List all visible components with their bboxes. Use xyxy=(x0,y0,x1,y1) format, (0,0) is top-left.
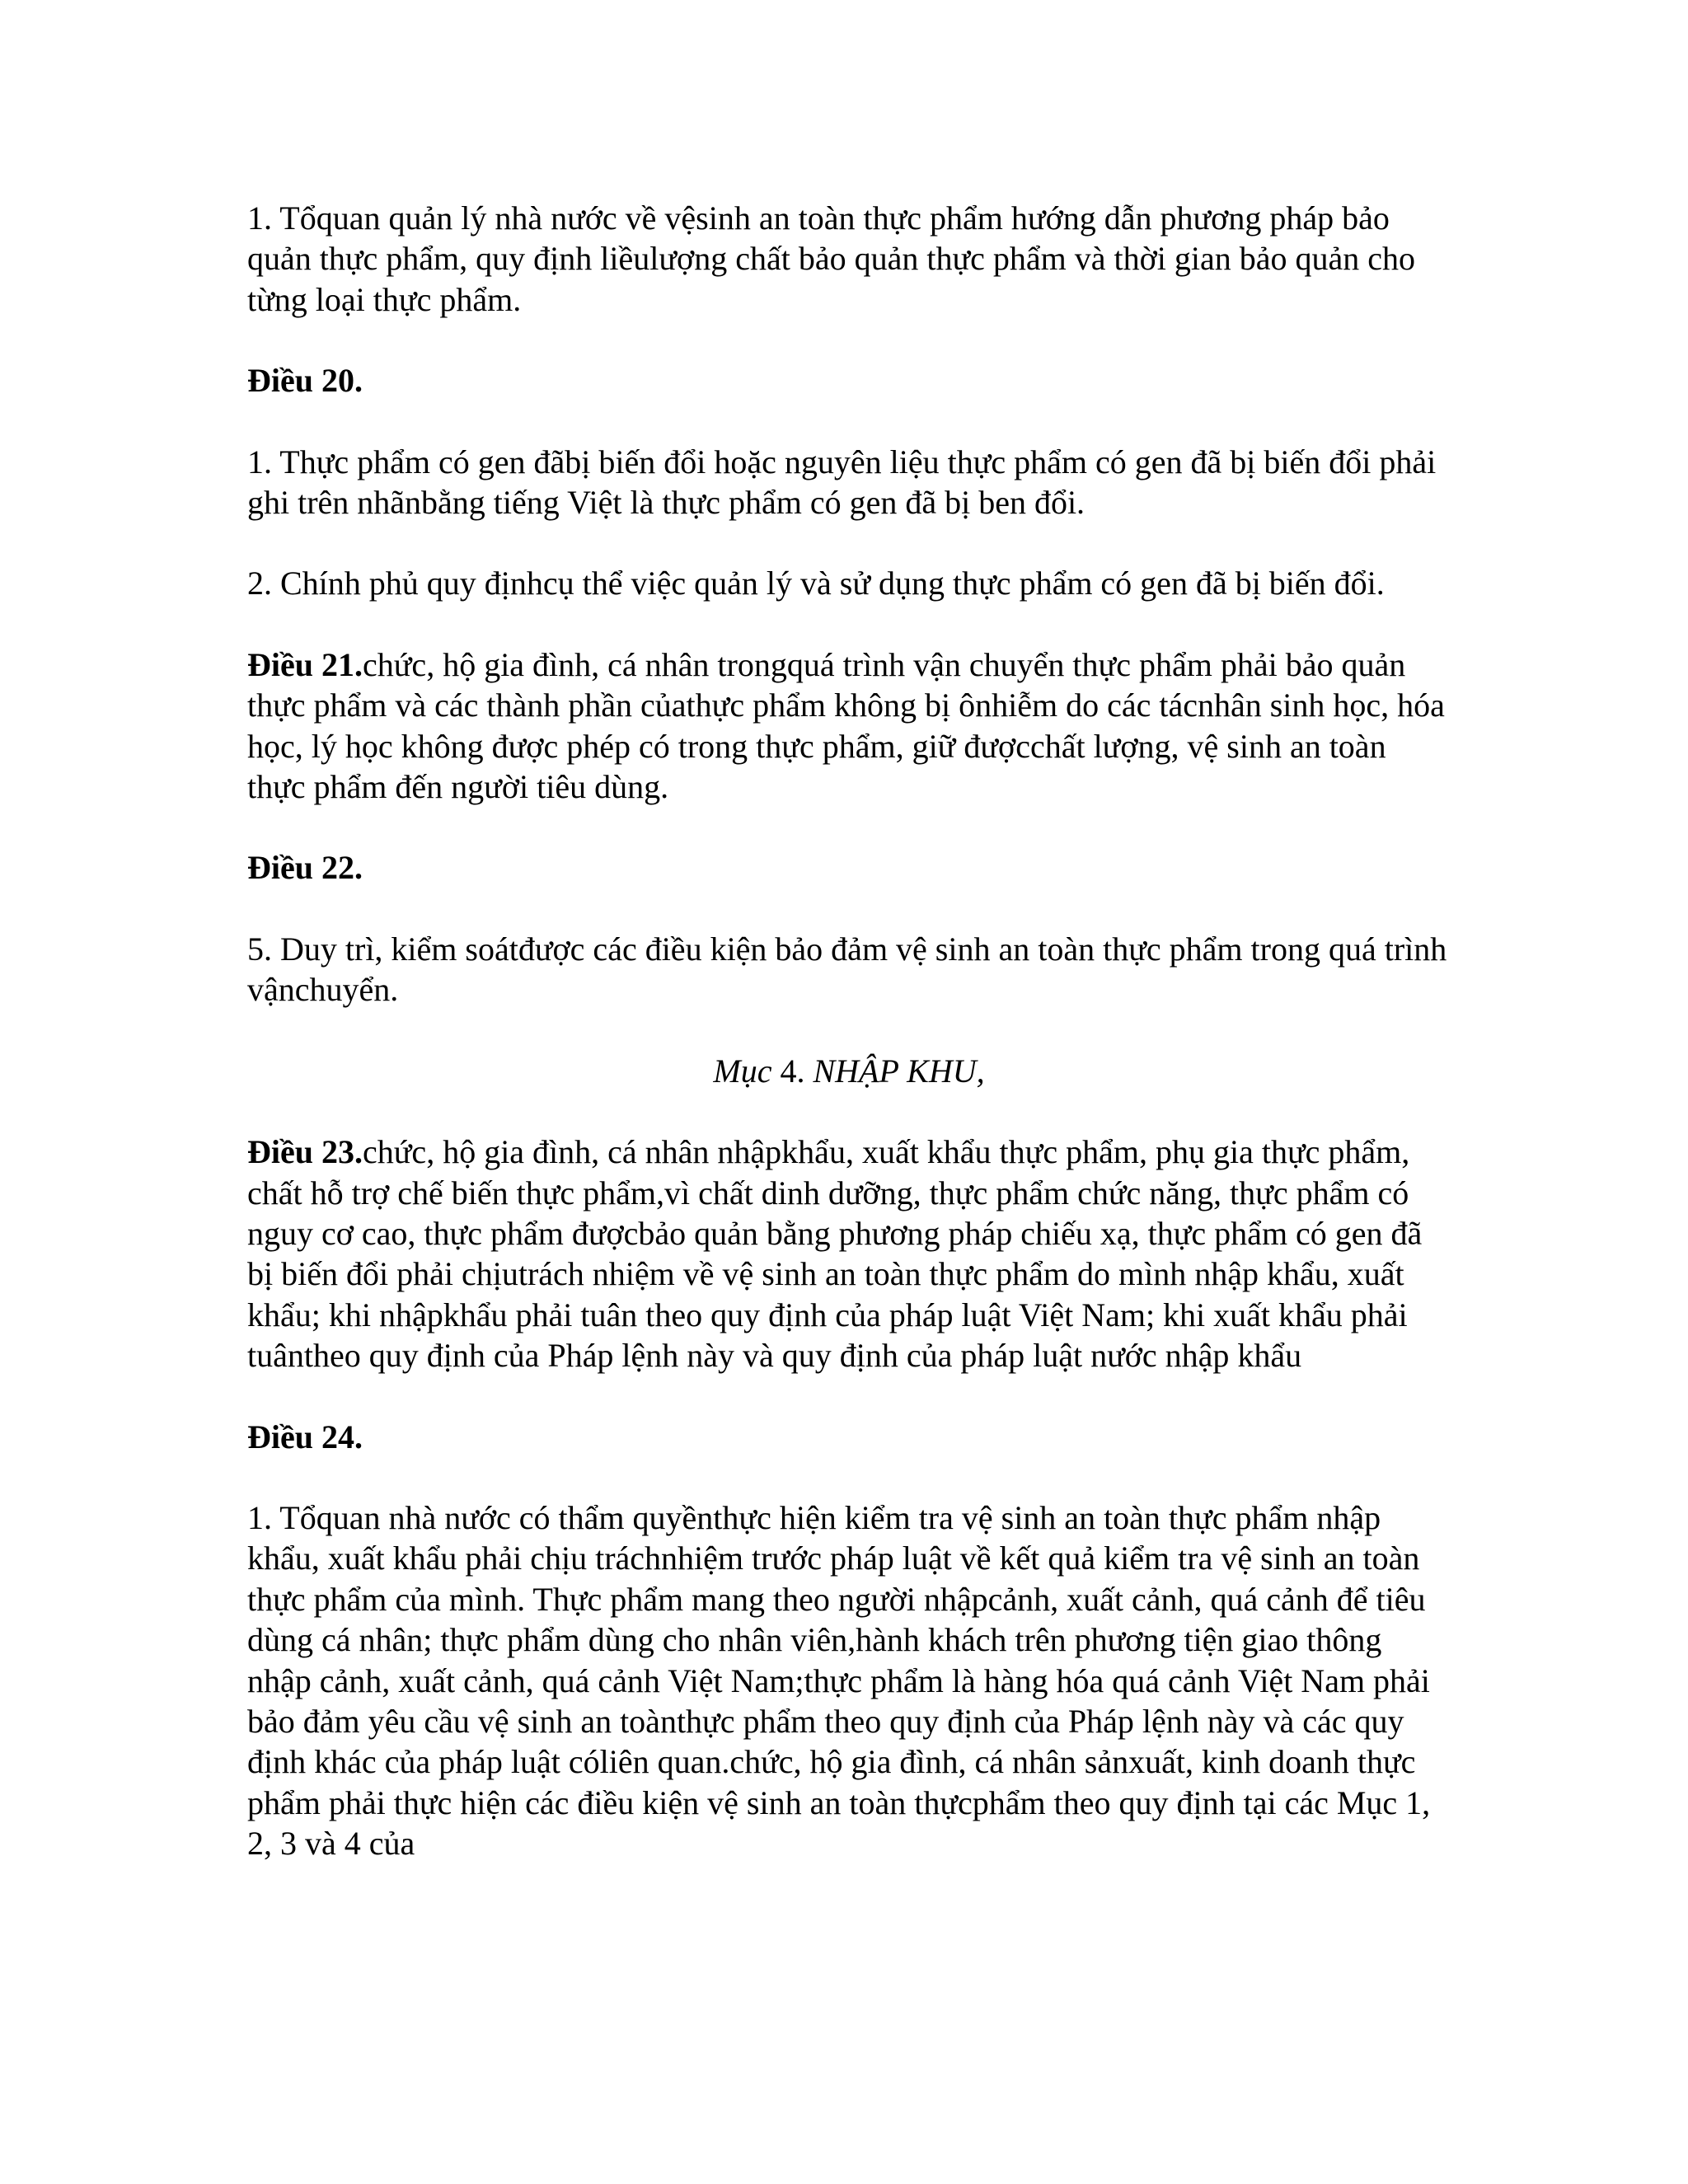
section-number: 4. xyxy=(780,1052,805,1090)
article-21-label: Điều 21. xyxy=(247,645,363,683)
article-23-text: chức, hộ gia đình, cá nhân nhậpkhẩu, xuất khẩu thực phẩm, phụ gia thực phẩm, chất hỗ trợ chế biến thực phẩm,vì chất dinh dưỡng, thực phẩm chức năng, thực phẩm có nguy cơ cao, thực phẩm đượcbảo quản bằng phương pháp chiếu xạ, thực phẩm có gen đã bị biến đổi phải chịutrách nhiệm về vệ sinh an toàn thực phẩm do mình nhập khẩu, xuất khẩu; khi nhậpkhẩu phải tuân theo quy định của pháp luật Việt Nam; khi xuất khẩu phải tuântheo quy định của Pháp lệnh này và quy định của pháp luật nước nhập khẩu xyxy=(247,1133,1423,1375)
article-20-clause-1: 1. Thực phẩm có gen đãbị biến đổi hoặc nguyên liệu thực phẩm có gen đã bị biến đổi phải ghi trên nhãnbằng tiếng Việt là thực phẩm có gen đã bị ben đổi. xyxy=(247,443,1437,522)
section-name: NHẬP KHU, xyxy=(813,1052,985,1090)
article-21-text: chức, hộ gia đình, cá nhân trongquá trình vận chuyển thực phẩm phải bảo quản thực phẩm và các thành phần củathực phẩm không bị ônhiễm do các tácnhân sinh học, hóa học, lý học không được phép có trong thực phẩm, giữ đượcchất lượng, vệ sinh an toàn thực phẩm đến người tiêu dùng. xyxy=(247,645,1445,806)
document-page xyxy=(247,198,1451,1905)
article-23-paragraph xyxy=(247,1132,1451,1376)
article-21-paragraph xyxy=(247,644,1451,808)
article-22-clause-5: 5. Duy trì, kiểm soátđược các điều kiện bảo đảm vệ sinh an toàn thực phẩm trong quá trình vậnchuyển. xyxy=(247,930,1447,1009)
section-4-title xyxy=(247,1051,1451,1091)
article-23-label: Điều 23. xyxy=(247,1133,363,1171)
article-20-clause-2: 2. Chính phủ quy địnhcụ thể việc quản lý và sử dụng thực phẩm có gen đã bị biến đổi. xyxy=(247,565,1385,602)
article-20-heading: Điều 20. xyxy=(247,362,363,400)
article-24-clause-1: 1. Tổquan nhà nước có thẩm quyềnthực hiện kiểm tra vệ sinh an toàn thực phẩm nhập khẩu, xuất khẩu phải chịu tráchnhiệm trước pháp luật về kết quả kiểm tra vệ sinh an toàn thực phẩm của mình. Thực phẩm mang theo người nhậpcảnh, xuất cảnh, quá cảnh để tiêu dùng cá nhân; thực phẩm dùng cho nhân viên,hành khách trên phương tiện giao thông nhập cảnh, xuất cảnh, quá cảnh Việt Nam;thực phẩm là hàng hóa quá cảnh Việt Nam phải bảo đảm yêu cầu vệ sinh an toànthực phẩm theo quy định của Pháp lệnh này và các quy định khác của pháp luật cóliên quan.chức, hộ gia đình, cá nhân sảnxuất, kinh doanh thực phẩm phải thực hiện các điều kiện vệ sinh an toàn thựcphẩm theo quy định tại các Mục 1, 2, 3 và 4 của xyxy=(247,1498,1431,1863)
paragraph-preservation-guidance: 1. Tổquan quản lý nhà nước về vệsinh an toàn thực phẩm hướng dẫn phương pháp bảo quản thực phẩm, quy định liềulượng chất bảo quản thực phẩm và thời gian bảo quản cho từng loại thực phẩm. xyxy=(247,199,1416,318)
article-22-heading: Điều 22. xyxy=(247,849,363,887)
section-prefix: Mục xyxy=(713,1052,772,1090)
article-24-heading: Điều 24. xyxy=(247,1418,363,1455)
